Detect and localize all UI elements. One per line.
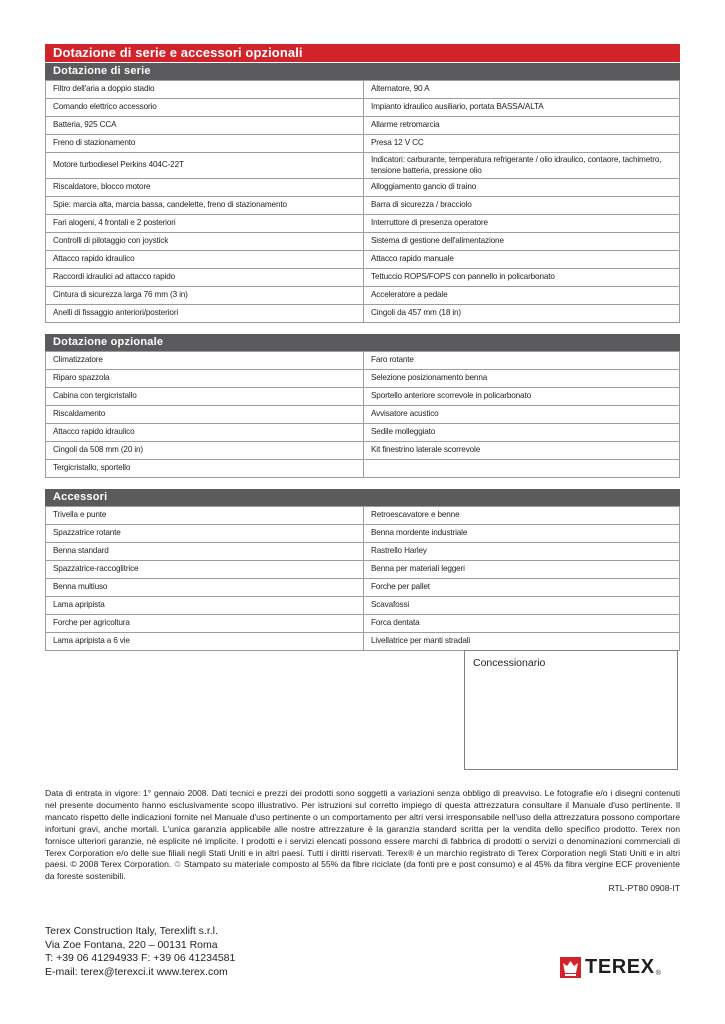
cell-left: Fari alogeni, 4 frontali e 2 posteriori: [46, 215, 364, 233]
cell-left: Lama apripista a 6 vie: [46, 633, 364, 651]
table-row: [46, 460, 680, 478]
cell-left: Spie: marcia alta, marcia bassa, candelette, freno di stazionamento: [46, 197, 364, 215]
cell-right: Cingoli da 457 mm (18 in): [364, 305, 680, 323]
address-line: Terex Construction Italy, Terexlift s.r.l.: [45, 925, 218, 937]
dealer-box: [464, 650, 678, 770]
cell-right: Tettuccio ROPS/FOPS con pannello in policarbonato: [364, 269, 680, 287]
cell-left: Batteria, 925 CCA: [46, 117, 364, 135]
cell-right: Alloggiamento gancio di traino: [364, 179, 680, 197]
dealer-label: Concessionario: [473, 657, 546, 669]
spec-table: [45, 506, 680, 651]
cell-right: Attacco rapido manuale: [364, 251, 680, 269]
cell-right: Sedile molleggiato: [364, 424, 680, 442]
cell-left: Lama apripista: [46, 597, 364, 615]
cell-left: Tergicristallo, sportello: [46, 460, 364, 478]
cell-left: Freno di stazionamento: [46, 135, 364, 153]
table-row: [46, 215, 680, 233]
table-row: [46, 269, 680, 287]
cell-right: Sportello anteriore scorrevole in policarbonato: [364, 388, 680, 406]
table-row: [46, 81, 680, 99]
table-row: [46, 153, 680, 179]
table-row: [46, 179, 680, 197]
document-code: RTL-PT80 0908-IT: [608, 883, 680, 893]
cell-left: Trivella e punte: [46, 507, 364, 525]
spec-table: [45, 351, 680, 478]
cell-right: Alternatore, 90 A: [364, 81, 680, 99]
page-title: Dotazione di serie e accessori opzionali: [45, 44, 680, 62]
cell-left: Cingoli da 508 mm (20 in): [46, 442, 364, 460]
table-row: [46, 117, 680, 135]
spec-table: [45, 80, 680, 323]
address-line: Via Zoe Fontana, 220 – 00131 Roma: [45, 938, 218, 951]
cell-left: Climatizzatore: [46, 352, 364, 370]
table-row: [46, 197, 680, 215]
cell-left: Attacco rapido idraulico: [46, 251, 364, 269]
table-row: [46, 135, 680, 153]
cell-right: Sistema di gestione dell'alimentazione: [364, 233, 680, 251]
section-accessori: [45, 489, 680, 651]
table-row: [46, 597, 680, 615]
equipment-page: [45, 44, 680, 662]
sections-container: [45, 63, 680, 651]
table-row: [46, 615, 680, 633]
disclaimer-text: Data di entrata in vigore: 1° gennaio 2008. Dati tecnici e prezzi dei prodotti sono soggetti a variazioni senza obbligo di preavviso. Le fotografie e/o i disegni contenuti nel presente documento hanno esclusivamente scopo illustrativo. Per istruzioni sul corretto impiego di questa attrezzatura consultare il Manuale d'uso pertinente. Il mancato rispetto delle indicazioni fornite nel Manuale d'uso pertinente o un comportamento per altri versi irresponsabile nell'uso della attrezzatura possono comportare infortuni gravi, anche mortali. L'unica garanzia applicabile alle nostre attrezzature è la garanzia standard scritta per la vendita dello specifico prodotto. Terex non fornisce ulteriori garanzie, né esplicite né implicite. I prodotti e i servizi elencati possono essere marchi di fabbrica di prodotti o servizi o denominazioni commerciali di Terex Corporation e/o delle sue filiali negli Stati Uniti e in altri paesi. Tutti i diritti riservati. Terex® è un marchio registrato di Terex Corporation negli Stati Uniti e in altri paesi. © 2008 Terex Corporation. ♲ Stampato su materiale composto al 55% da fibre riciclate (da fonti pre e post consumo) e al 45% da fibra vergine ECF proveniente da foreste sostenibili.: [45, 788, 680, 882]
table-row: [46, 424, 680, 442]
cell-right: [364, 460, 680, 478]
table-row: [46, 370, 680, 388]
section-dotazione-di-serie: [45, 63, 680, 323]
cell-right: Impianto idraulico ausiliario, portata BASSA/ALTA: [364, 99, 680, 117]
table-row: [46, 507, 680, 525]
logo-wordmark: TEREX: [585, 956, 655, 978]
cell-left: Spazzatrice-raccoglitrice: [46, 561, 364, 579]
cell-left: Riparo spazzola: [46, 370, 364, 388]
company-address: [45, 925, 235, 979]
cell-right: Forca dentata: [364, 615, 680, 633]
address-line: T: +39 06 41294933 F: +39 06 41234581: [45, 952, 236, 965]
cell-right: Livellatrice per manti stradali: [364, 633, 680, 651]
cell-left: Forche per agricoltura: [46, 615, 364, 633]
table-row: [46, 251, 680, 269]
cell-left: Attacco rapido idraulico: [46, 424, 364, 442]
cell-right: Forche per pallet: [364, 579, 680, 597]
cell-right: Faro rotante: [364, 352, 680, 370]
cell-right: Presa 12 V CC: [364, 135, 680, 153]
table-row: [46, 233, 680, 251]
cell-right: Rastrello Harley: [364, 543, 680, 561]
cell-left: Riscaldamento: [46, 406, 364, 424]
section-title: Accessori: [45, 489, 680, 506]
cell-left: Cintura di sicurezza larga 76 mm (3 in): [46, 287, 364, 305]
cell-right: Allarme retromarcia: [364, 117, 680, 135]
table-row: [46, 99, 680, 117]
table-row: [46, 406, 680, 424]
terex-emblem-icon: [560, 957, 581, 978]
table-row: [46, 633, 680, 651]
cell-right: Scavafossi: [364, 597, 680, 615]
table-row: [46, 579, 680, 597]
table-row: [46, 388, 680, 406]
cell-left: Motore turbodiesel Perkins 404C-22T: [46, 153, 364, 179]
cell-left: Raccordi idraulici ad attacco rapido: [46, 269, 364, 287]
cell-left: Controlli di pilotaggio con joystick: [46, 233, 364, 251]
cell-left: Riscaldatore, blocco motore: [46, 179, 364, 197]
cell-right: Selezione posizionamento benna: [364, 370, 680, 388]
cell-left: Spazzatrice rotante: [46, 525, 364, 543]
table-row: [46, 561, 680, 579]
address-line: E-mail: terex@terexci.it www.terex.com: [45, 965, 228, 978]
cell-right: Interruttore di presenza operatore: [364, 215, 680, 233]
table-row: [46, 287, 680, 305]
terex-logo: [560, 956, 661, 979]
cell-right: Benna mordente industriale: [364, 525, 680, 543]
cell-left: Comando elettrico accessorio: [46, 99, 364, 117]
cell-left: Benna standard: [46, 543, 364, 561]
cell-right: Kit finestrino laterale scorrevole: [364, 442, 680, 460]
section-title: Dotazione opzionale: [45, 334, 680, 351]
logo-registered-mark: ®: [655, 970, 661, 977]
cell-left: Filtro dell'aria a doppio stadio: [46, 81, 364, 99]
cell-right: Avvisatore acustico: [364, 406, 680, 424]
section-title: Dotazione di serie: [45, 63, 680, 80]
cell-left: Cabina con tergicristallo: [46, 388, 364, 406]
table-row: [46, 305, 680, 323]
cell-left: Anelli di fissaggio anteriori/posteriori: [46, 305, 364, 323]
cell-right: Acceleratore a pedale: [364, 287, 680, 305]
table-row: [46, 543, 680, 561]
cell-right: Retroescavatore e benne: [364, 507, 680, 525]
cell-left: Benna multiuso: [46, 579, 364, 597]
cell-right: Barra di sicurezza / bracciolo: [364, 197, 680, 215]
table-row: [46, 525, 680, 543]
cell-right: Indicatori: carburante, temperatura refrigerante / olio idraulico, contaore, tachimetro, tensione batteria, pressione olio: [364, 153, 680, 179]
cell-right: Benna per materiali leggeri: [364, 561, 680, 579]
table-row: [46, 352, 680, 370]
table-row: [46, 442, 680, 460]
section-dotazione-opzionale: [45, 334, 680, 478]
